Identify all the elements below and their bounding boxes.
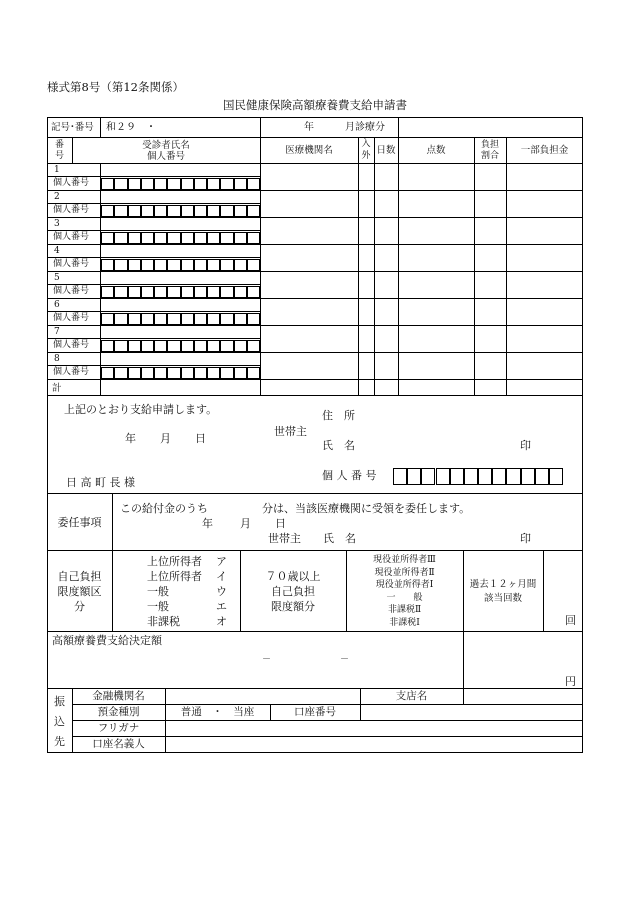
delegation-year: 年 (202, 517, 213, 530)
row-number: 2 (54, 192, 60, 202)
row-personal-number-label: 個人番号 (53, 259, 90, 269)
col-nyu: 入 (361, 139, 371, 149)
personal-number-digit-box[interactable] (234, 259, 247, 271)
personal-number-digit-box[interactable] (207, 313, 220, 325)
personal-number-digit-box[interactable] (247, 205, 260, 217)
selfpay-category-code: ア (216, 555, 227, 568)
year-label: 年 (304, 122, 314, 133)
personal-number-digit-box[interactable] (114, 178, 127, 190)
personal-number-digit-box[interactable] (194, 232, 207, 244)
row-number: 4 (54, 246, 60, 256)
personal-number-digit-box[interactable] (101, 232, 114, 244)
account-number-label: 口座番号 (294, 706, 336, 718)
selfpay-category-code: エ (216, 600, 227, 613)
transfer-saki: 先 (54, 735, 65, 748)
personal-number-digit-box[interactable] (234, 340, 247, 352)
personal-number-digit-box[interactable] (167, 340, 180, 352)
selfpay-category-code: ウ (216, 585, 227, 598)
addressee: 日 高 町 長 様 (66, 476, 135, 489)
past-2: 該当回数 (483, 593, 522, 604)
row-personal-number-label: 個人番号 (53, 232, 90, 242)
applicant-personal-number-digit-box[interactable] (492, 468, 506, 485)
applicant-personal-number-digit-box[interactable] (506, 468, 520, 485)
personal-number-digit-box[interactable] (207, 286, 220, 298)
personal-number-label: 個 人 番 号 (322, 469, 377, 482)
over70-category: 一 般 (386, 592, 423, 603)
past-1: 過去１２ヶ月間 (469, 579, 537, 590)
form-number: 様式第8号（第12条関係） (47, 80, 184, 94)
personal-number-digit-box[interactable] (194, 367, 207, 379)
col-institution: 医療機関名 (285, 145, 333, 156)
applicant-personal-number-digit-box[interactable] (407, 468, 421, 485)
personal-number-digit-box[interactable] (128, 178, 141, 190)
personal-number-digit-box[interactable] (234, 232, 247, 244)
transfer-furi: 振 (54, 695, 65, 708)
delegation-label: 委任事項 (57, 516, 102, 529)
row-number: 7 (54, 327, 60, 337)
selfpay-category-code: イ (216, 570, 227, 583)
personal-number-digit-box[interactable] (220, 259, 233, 271)
personal-number-digit-box[interactable] (234, 367, 247, 379)
applicant-personal-number-digit-box[interactable] (464, 468, 478, 485)
personal-number-digit-box[interactable] (247, 367, 260, 379)
count-unit: 回 (565, 614, 576, 627)
personal-number-digit-box[interactable] (128, 205, 141, 217)
personal-number-digit-box[interactable] (207, 367, 220, 379)
selfpay-label-3: 分 (74, 600, 85, 613)
row-number: 3 (54, 219, 60, 229)
personal-number-digit-box[interactable] (220, 340, 233, 352)
bank-label: 金融機関名 (92, 690, 145, 702)
personal-number-digit-box[interactable] (181, 178, 194, 190)
selfpay-label-2: 限度額区 (57, 585, 102, 598)
personal-number-digit-box[interactable] (141, 313, 154, 325)
col-days: 日数 (376, 145, 396, 156)
personal-number-digit-box[interactable] (114, 232, 127, 244)
row-personal-number-label: 個人番号 (53, 367, 90, 377)
personal-number-digit-box[interactable] (220, 367, 233, 379)
personal-number-digit-box[interactable] (114, 205, 127, 217)
personal-number-digit-box[interactable] (181, 205, 194, 217)
personal-number-digit-box[interactable] (167, 286, 180, 298)
apply-day: 日 (195, 432, 206, 445)
personal-number-digit-box[interactable] (141, 367, 154, 379)
selfpay-category-name: 上位所得者 (147, 570, 202, 583)
personal-number-digit-box[interactable] (220, 178, 233, 190)
applicant-personal-number-digit-box[interactable] (478, 468, 492, 485)
personal-number-digit-box[interactable] (114, 286, 127, 298)
decision-label: 高額療養費支給決定額 (52, 634, 162, 647)
personal-number-digit-box[interactable] (207, 340, 220, 352)
personal-number-digit-box[interactable] (247, 232, 260, 244)
row-number: 8 (54, 354, 60, 364)
over70-1: ７０歳以上 (265, 570, 321, 583)
selfpay-category-code: オ (216, 615, 227, 628)
page-title: 国民健康保険高額療養費支給申請書 (223, 98, 407, 112)
personal-number-digit-box[interactable] (101, 205, 114, 217)
selfpay-label-1: 自己負担 (57, 570, 102, 583)
personal-number-digit-box[interactable] (234, 178, 247, 190)
furigana-label: フリガナ (97, 722, 140, 734)
personal-number-digit-box[interactable] (194, 313, 207, 325)
personal-number-digit-box[interactable] (220, 205, 233, 217)
personal-number-digit-box[interactable] (101, 178, 114, 190)
apply-month: 月 (160, 432, 171, 445)
personal-number-digit-box[interactable] (167, 259, 180, 271)
deposit-options[interactable]: 普通 ・ 当座 (180, 706, 255, 718)
col-patient-name: 受診者氏名 (142, 140, 190, 151)
personal-number-digit-box[interactable] (194, 286, 207, 298)
personal-number-digit-box[interactable] (154, 232, 167, 244)
holder-label: 口座名義人 (92, 738, 145, 750)
personal-number-digit-box[interactable] (128, 259, 141, 271)
personal-number-digit-box[interactable] (194, 259, 207, 271)
personal-number-digit-box[interactable] (141, 178, 154, 190)
personal-number-digit-box[interactable] (220, 232, 233, 244)
personal-number-digit-box[interactable] (194, 340, 207, 352)
personal-number-digit-box[interactable] (114, 340, 127, 352)
personal-number-digit-box[interactable] (234, 286, 247, 298)
personal-number-digit-box[interactable] (141, 205, 154, 217)
personal-number-digit-box[interactable] (207, 178, 220, 190)
personal-number-digit-box[interactable] (101, 286, 114, 298)
col-go: 号 (54, 151, 64, 161)
personal-number-digit-box[interactable] (141, 286, 154, 298)
delegation-seal: 印 (520, 532, 531, 545)
row-personal-number-label: 個人番号 (53, 205, 90, 215)
transfer-komi: 込 (54, 715, 65, 728)
col-futan: 負担 (480, 140, 499, 150)
over70-3: 限度額分 (271, 600, 315, 613)
row-number: 6 (54, 300, 60, 310)
personal-number-digit-box[interactable] (154, 178, 167, 190)
personal-number-digit-box[interactable] (154, 259, 167, 271)
personal-number-digit-box[interactable] (154, 313, 167, 325)
personal-number-digit-box[interactable] (247, 259, 260, 271)
apply-statement: 上記のとおり支給申請します。 (64, 403, 218, 416)
personal-number-digit-box[interactable] (247, 286, 260, 298)
total-label: 計 (52, 383, 62, 394)
col-points: 点数 (426, 145, 446, 156)
decision-dash-1: － (262, 655, 272, 665)
applicant-personal-number-digit-box[interactable] (393, 468, 407, 485)
personal-number-digit-box[interactable] (247, 313, 260, 325)
yen-unit: 円 (565, 675, 576, 688)
selfpay-category-name: 一般 (147, 585, 169, 598)
selfpay-category-name: 非課税 (147, 615, 180, 628)
applicant-personal-number-digit-box[interactable] (521, 468, 535, 485)
personal-number-digit-box[interactable] (181, 259, 194, 271)
delegation-text-a: この給付金のうち (120, 502, 208, 515)
selfpay-category-name: 一般 (147, 600, 169, 613)
col-partial: 一部負担金 (520, 145, 569, 156)
kigo-value[interactable]: 和２９ ・ (106, 122, 156, 133)
personal-number-digit-box[interactable] (234, 205, 247, 217)
personal-number-digit-box[interactable] (114, 313, 127, 325)
col-gai: 外 (361, 151, 371, 161)
applicant-personal-number-digit-box[interactable] (535, 468, 549, 485)
delegation-month: 月 (240, 517, 251, 530)
personal-number-digit-box[interactable] (247, 340, 260, 352)
over70-category: 現役並所得者Ⅰ (375, 580, 434, 590)
delegation-day: 日 (275, 517, 286, 530)
personal-number-digit-box[interactable] (167, 367, 180, 379)
personal-number-digit-box[interactable] (128, 313, 141, 325)
row-number: 1 (54, 165, 60, 175)
delegation-head-name: 世帯主 氏 名 (268, 532, 356, 545)
personal-number-digit-box[interactable] (101, 313, 114, 325)
personal-number-digit-box[interactable] (101, 259, 114, 271)
personal-number-digit-box[interactable] (154, 340, 167, 352)
apply-year: 年 (125, 432, 136, 445)
over70-category: 現役並所得者Ⅲ (373, 555, 436, 565)
over70-2: 自己負担 (271, 585, 315, 598)
household-head-label: 世帯主 (274, 425, 307, 438)
personal-number-digit-box[interactable] (141, 340, 154, 352)
personal-number-digit-box[interactable] (128, 232, 141, 244)
personal-number-digit-box[interactable] (128, 286, 141, 298)
applicant-personal-number-digit-box[interactable] (450, 468, 464, 485)
row-personal-number-label: 個人番号 (53, 178, 90, 188)
over70-category: 非課税Ⅱ (387, 605, 422, 615)
row-personal-number-label: 個人番号 (53, 340, 90, 350)
kigo-label: 記号･番号 (51, 122, 94, 133)
personal-number-digit-box[interactable] (167, 205, 180, 217)
personal-number-digit-box[interactable] (181, 367, 194, 379)
personal-number-digit-box[interactable] (141, 232, 154, 244)
over70-category: 非課税Ⅰ (389, 617, 420, 628)
personal-number-digit-box[interactable] (128, 367, 141, 379)
personal-number-digit-box[interactable] (194, 205, 207, 217)
applicant-personal-number-digit-box[interactable] (549, 468, 563, 485)
personal-number-digit-box[interactable] (207, 232, 220, 244)
month-label: 月診療分 (345, 122, 385, 133)
over70-category: 現役並所得者Ⅱ (374, 567, 435, 578)
col-personal-number: 個人番号 (146, 151, 185, 162)
applicant-personal-number-digit-box[interactable] (421, 468, 435, 485)
personal-number-digit-box[interactable] (220, 286, 233, 298)
personal-number-digit-box[interactable] (114, 259, 127, 271)
personal-number-digit-box[interactable] (154, 367, 167, 379)
branch-label: 支店名 (395, 690, 428, 702)
personal-number-digit-box[interactable] (101, 367, 114, 379)
personal-number-digit-box[interactable] (194, 178, 207, 190)
row-personal-number-label: 個人番号 (53, 286, 90, 296)
personal-number-digit-box[interactable] (154, 286, 167, 298)
personal-number-digit-box[interactable] (141, 259, 154, 271)
delegation-text-b: 分は、当該医療機関に受領を委任します。 (262, 502, 471, 515)
row-personal-number-label: 個人番号 (53, 313, 90, 323)
row-number: 5 (54, 273, 60, 283)
personal-number-digit-box[interactable] (114, 367, 127, 379)
name-label: 氏 名 (322, 439, 355, 452)
personal-number-digit-box[interactable] (128, 340, 141, 352)
address-label: 住 所 (322, 409, 355, 422)
deposit-type-label: 預金種別 (97, 706, 140, 718)
seal-mark: 印 (520, 439, 531, 452)
applicant-personal-number-digit-box[interactable] (436, 468, 450, 485)
personal-number-digit-box[interactable] (247, 178, 260, 190)
col-wariai: 割合 (480, 151, 499, 161)
personal-number-digit-box[interactable] (167, 313, 180, 325)
personal-number-digit-box[interactable] (167, 178, 180, 190)
personal-number-digit-box[interactable] (181, 232, 194, 244)
personal-number-digit-box[interactable] (181, 313, 194, 325)
personal-number-digit-box[interactable] (220, 313, 233, 325)
personal-number-digit-box[interactable] (207, 205, 220, 217)
personal-number-digit-box[interactable] (101, 340, 114, 352)
personal-number-digit-box[interactable] (207, 259, 220, 271)
personal-number-digit-box[interactable] (167, 232, 180, 244)
personal-number-digit-box[interactable] (154, 205, 167, 217)
col-ban: 番 (54, 140, 64, 150)
personal-number-digit-box[interactable] (181, 286, 194, 298)
selfpay-category-name: 上位所得者 (147, 555, 202, 568)
decision-dash-2: － (340, 655, 350, 665)
personal-number-digit-box[interactable] (181, 340, 194, 352)
personal-number-digit-box[interactable] (234, 313, 247, 325)
